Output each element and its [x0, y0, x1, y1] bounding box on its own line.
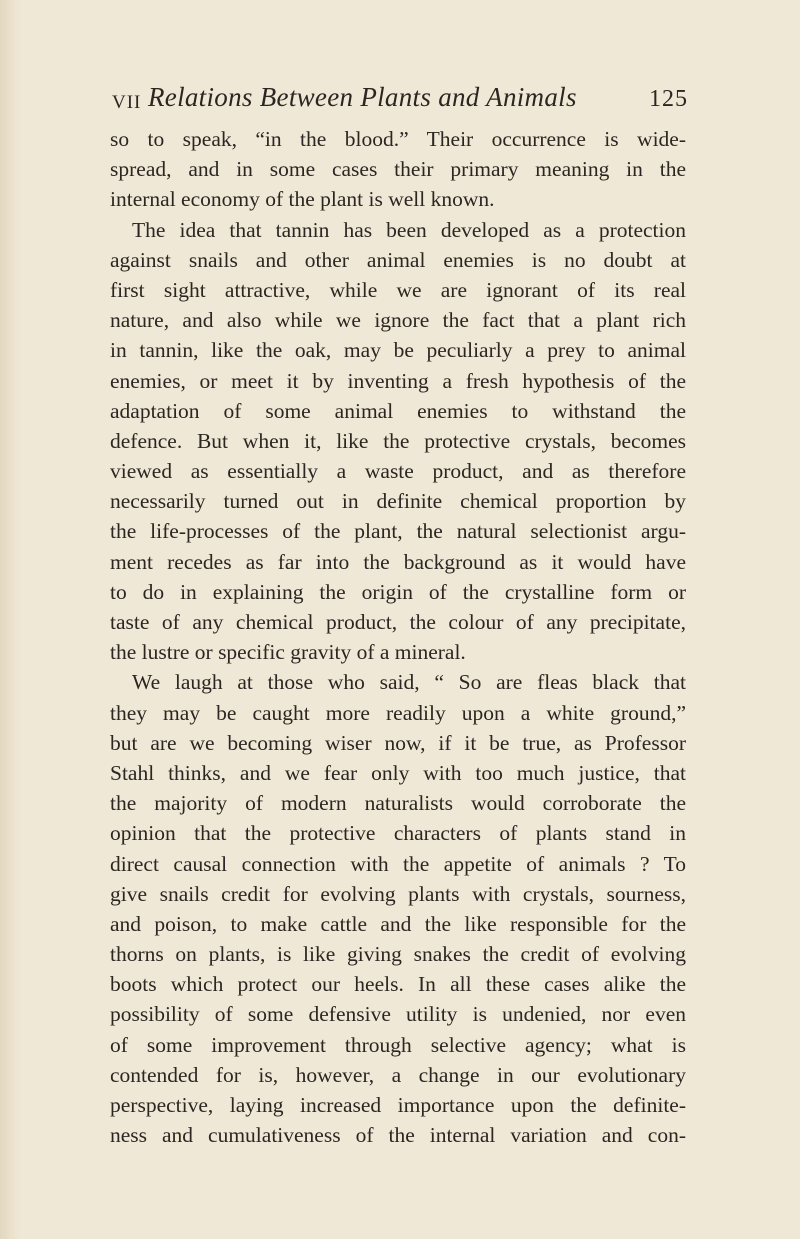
text-line: taste of any chemical product, the colour of any precipitate, [110, 610, 686, 634]
text-line: so to speak, “in the blood.” Their occurrence is wide- [110, 127, 686, 151]
running-head-title: Relations Between Plants and Animals [148, 82, 577, 112]
text-line: enemies, or meet it by inventing a fresh hypothesis of the [110, 368, 686, 393]
text-line: The idea that tannin has been developed as a protection [132, 217, 686, 242]
running-head [112, 82, 688, 122]
text-line: defence. But when it, like the protective crystals, becomes [110, 428, 686, 453]
text-line: boots which protect our heels. In all these cases alike the [110, 972, 686, 997]
text-line: the lustre or specific gravity of a mineral. [110, 640, 466, 665]
text-line: ment recedes as far into the background as it would have [110, 549, 686, 574]
text-line: necessarily turned out in definite chemical proportion by [110, 489, 686, 514]
text-line: internal economy of the plant is well known. [110, 187, 495, 212]
text-line: but are we becoming wiser now, if it be true, as Professor [110, 730, 686, 755]
text-line: and poison, to make cattle and the like responsible for the [110, 911, 686, 936]
chapter-number: VII [112, 92, 142, 113]
text-line: We laugh at those who said, “ So are fleas black that [132, 670, 686, 695]
text-line: contended for is, however, a change in our evolutionary [110, 1062, 686, 1087]
body-text [110, 124, 686, 1150]
text-line: give snails credit for evolving plants with crystals, sourness, [110, 881, 686, 906]
text-line: first sight attractive, while we are ignorant of its real [110, 277, 686, 302]
page-number: 125 [649, 86, 688, 112]
text-line: viewed as essentially a waste product, and as therefore [110, 459, 686, 484]
text-line: thorns on plants, is like giving snakes the credit of evolving [110, 942, 686, 967]
text-line: direct causal connection with the appetite of animals ? To [110, 851, 686, 876]
text-line: adaptation of some animal enemies to withstand the [110, 398, 686, 423]
text-line: possibility of some defensive utility is undenied, nor even [110, 1002, 686, 1027]
text-line: ness and cumulativeness of the internal variation and con- [110, 1123, 686, 1148]
text-line: spread, and in some cases their primary meaning in the [110, 157, 686, 182]
text-line: in tannin, like the oak, may be peculiarly a prey to animal [110, 338, 686, 363]
text-line: perspective, laying increased importance upon the definite- [110, 1093, 686, 1117]
text-line: nature, and also while we ignore the fact that a plant rich [110, 308, 686, 333]
text-line: Stahl thinks, and we fear only with too much justice, that [110, 760, 686, 785]
page-edge-shadow [0, 0, 22, 1239]
text-line: the majority of modern naturalists would corroborate the [110, 791, 686, 816]
text-line: against snails and other animal enemies is no doubt at [110, 247, 686, 272]
text-line: the life-processes of the plant, the natural selectionist argu- [110, 519, 686, 544]
text-line: to do in explaining the origin of the crystalline form or [110, 579, 686, 604]
text-line: of some improvement through selective agency; what is [110, 1032, 686, 1057]
text-line: opinion that the protective characters of plants stand in [110, 821, 686, 846]
text-line: they may be caught more readily upon a white ground,” [110, 700, 686, 725]
